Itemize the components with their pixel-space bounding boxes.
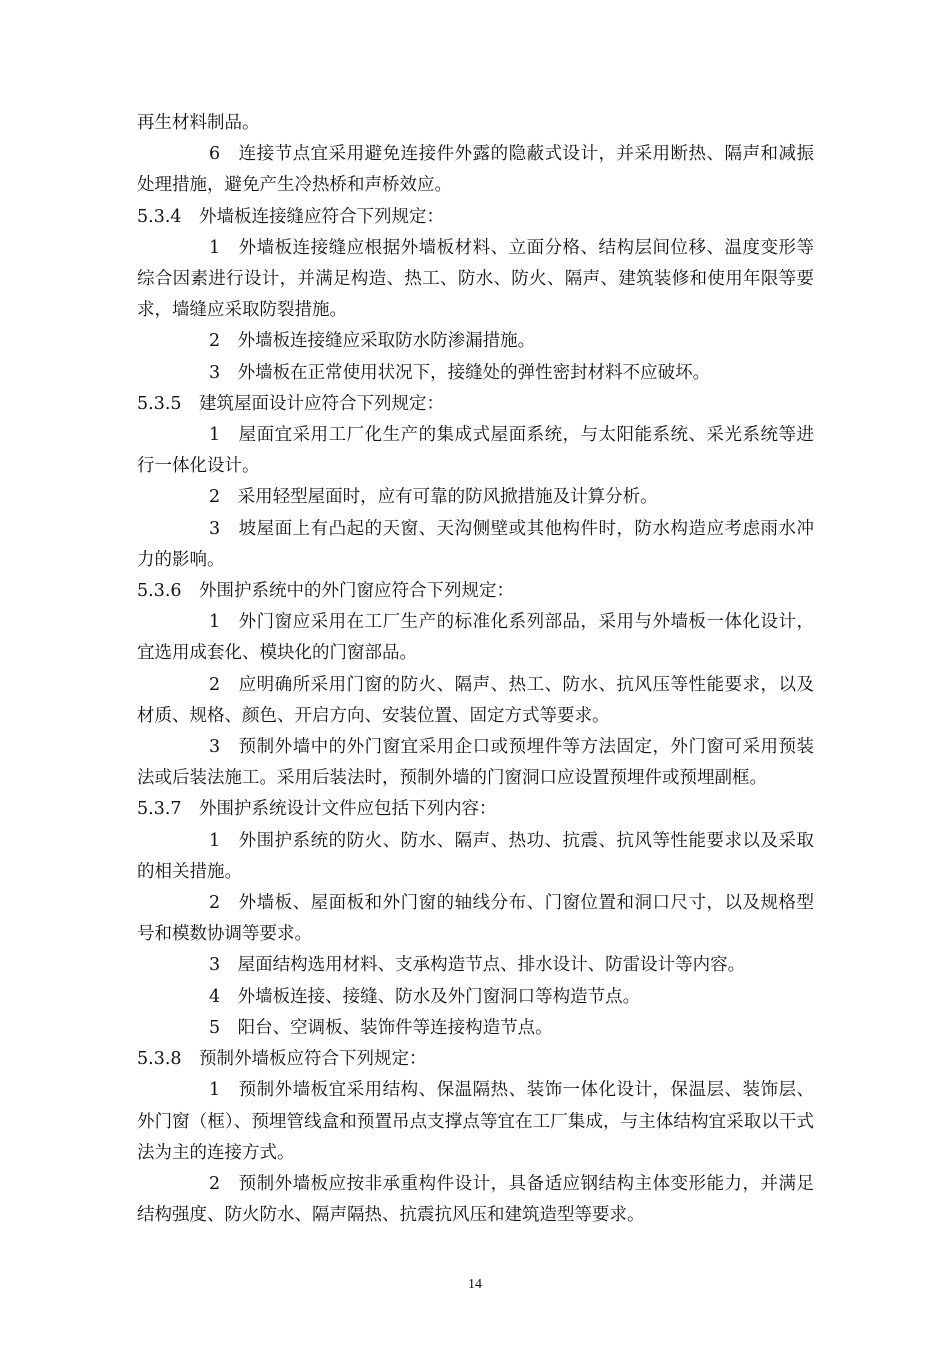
- list-item: 5 阳台、空调板、装饰件等连接构造节点。: [209, 1017, 553, 1038]
- list-item: 1 屋面宜采用工厂化生产的集成式屋面系统，与太阳能系统、采光系统等进行一体化设计。: [137, 425, 815, 477]
- list-item: 6 连接节点宜采用避免连接件外露的隐蔽式设计，并采用断热、隔声和减振处理措施，避免产生冷热桥和声桥效应。: [137, 144, 815, 196]
- list-item: 3 屋面结构选用材料、支承构造节点、排水设计、防雷设计等内容。: [209, 955, 746, 976]
- list-item: 2 应明确所采用门窗的防火、隔声、热工、防水、抗风压等性能要求，以及材质、规格、颜色、开启方向、安装位置、固定方式等要求。: [137, 674, 815, 726]
- list-item: 2 预制外墙板应按非承重构件设计，具备适应钢结构主体变形能力，并满足结构强度、防火防水、隔声隔热、抗震抗风压和建筑造型等要求。: [137, 1173, 815, 1226]
- page-number: 14: [468, 1277, 482, 1292]
- paragraph-continuation: 再生材料制品。: [137, 113, 260, 133]
- section-heading: 5.3.6 外围护系统中的外门窗应符合下列规定：: [137, 581, 515, 602]
- list-item: 1 外墙板连接缝应根据外墙板材料、立面分格、结构层间位移、温度变形等综合因素进行设计，并满足构造、热工、防水、防火、隔声、建筑装修和使用年限等要求，墙缝应采取防裂措施。: [137, 237, 815, 321]
- section-heading: 5.3.8 预制外墙板应符合下列规定：: [137, 1049, 427, 1070]
- section-heading: 5.3.4 外墙板连接缝应符合下列规定：: [137, 206, 445, 227]
- list-item: 3 预制外墙中的外门窗宜采用企口或预埋件等方法固定，外门窗可采用预装法或后装法施工。采用后装法时，预制外墙的门窗洞口应设置预埋件或预埋副框。: [137, 737, 815, 789]
- list-item: 2 外墙板连接缝应采取防水防渗漏措施。: [209, 331, 536, 352]
- list-item: 2 外墙板、屋面板和外门窗的轴线分布、门窗位置和洞口尺寸，以及规格型号和模数协调等要求。: [137, 893, 815, 945]
- section-heading: 5.3.5 建筑屋面设计应符合下列规定：: [137, 393, 445, 414]
- list-item: 3 外墙板在正常使用状况下，接缝处的弹性密封材料不应破坏。: [209, 362, 711, 383]
- list-item: 3 坡屋面上有凸起的天窗、天沟侧壁或其他构件时，防水构造应考虑雨水冲力的影响。: [137, 518, 815, 570]
- list-item: 1 预制外墙板宜采用结构、保温隔热、装饰一体化设计，保温层、装饰层、外门窗（框）、预埋管线盒和预置吊点支撑点等宜在工厂集成，与主体结构宜采取以干式法为主的连接方式。: [137, 1080, 815, 1163]
- list-item: 1 外门窗应采用在工厂生产的标准化系列部品，采用与外墙板一体化设计，宜选用成套化、模块化的门窗部品。: [137, 612, 815, 664]
- page-body: [137, 108, 814, 1231]
- list-item: 4 外墙板连接、接缝、防水及外门窗洞口等构造节点。: [209, 986, 641, 1007]
- section-heading: 5.3.7 外围护系统设计文件应包括下列内容：: [137, 799, 497, 820]
- list-item: 2 采用轻型屋面时，应有可靠的防风掀措施及计算分析。: [209, 487, 658, 508]
- list-item: 1 外围护系统的防火、防水、隔声、热功、抗震、抗风等性能要求以及采取的相关措施。: [137, 830, 815, 882]
